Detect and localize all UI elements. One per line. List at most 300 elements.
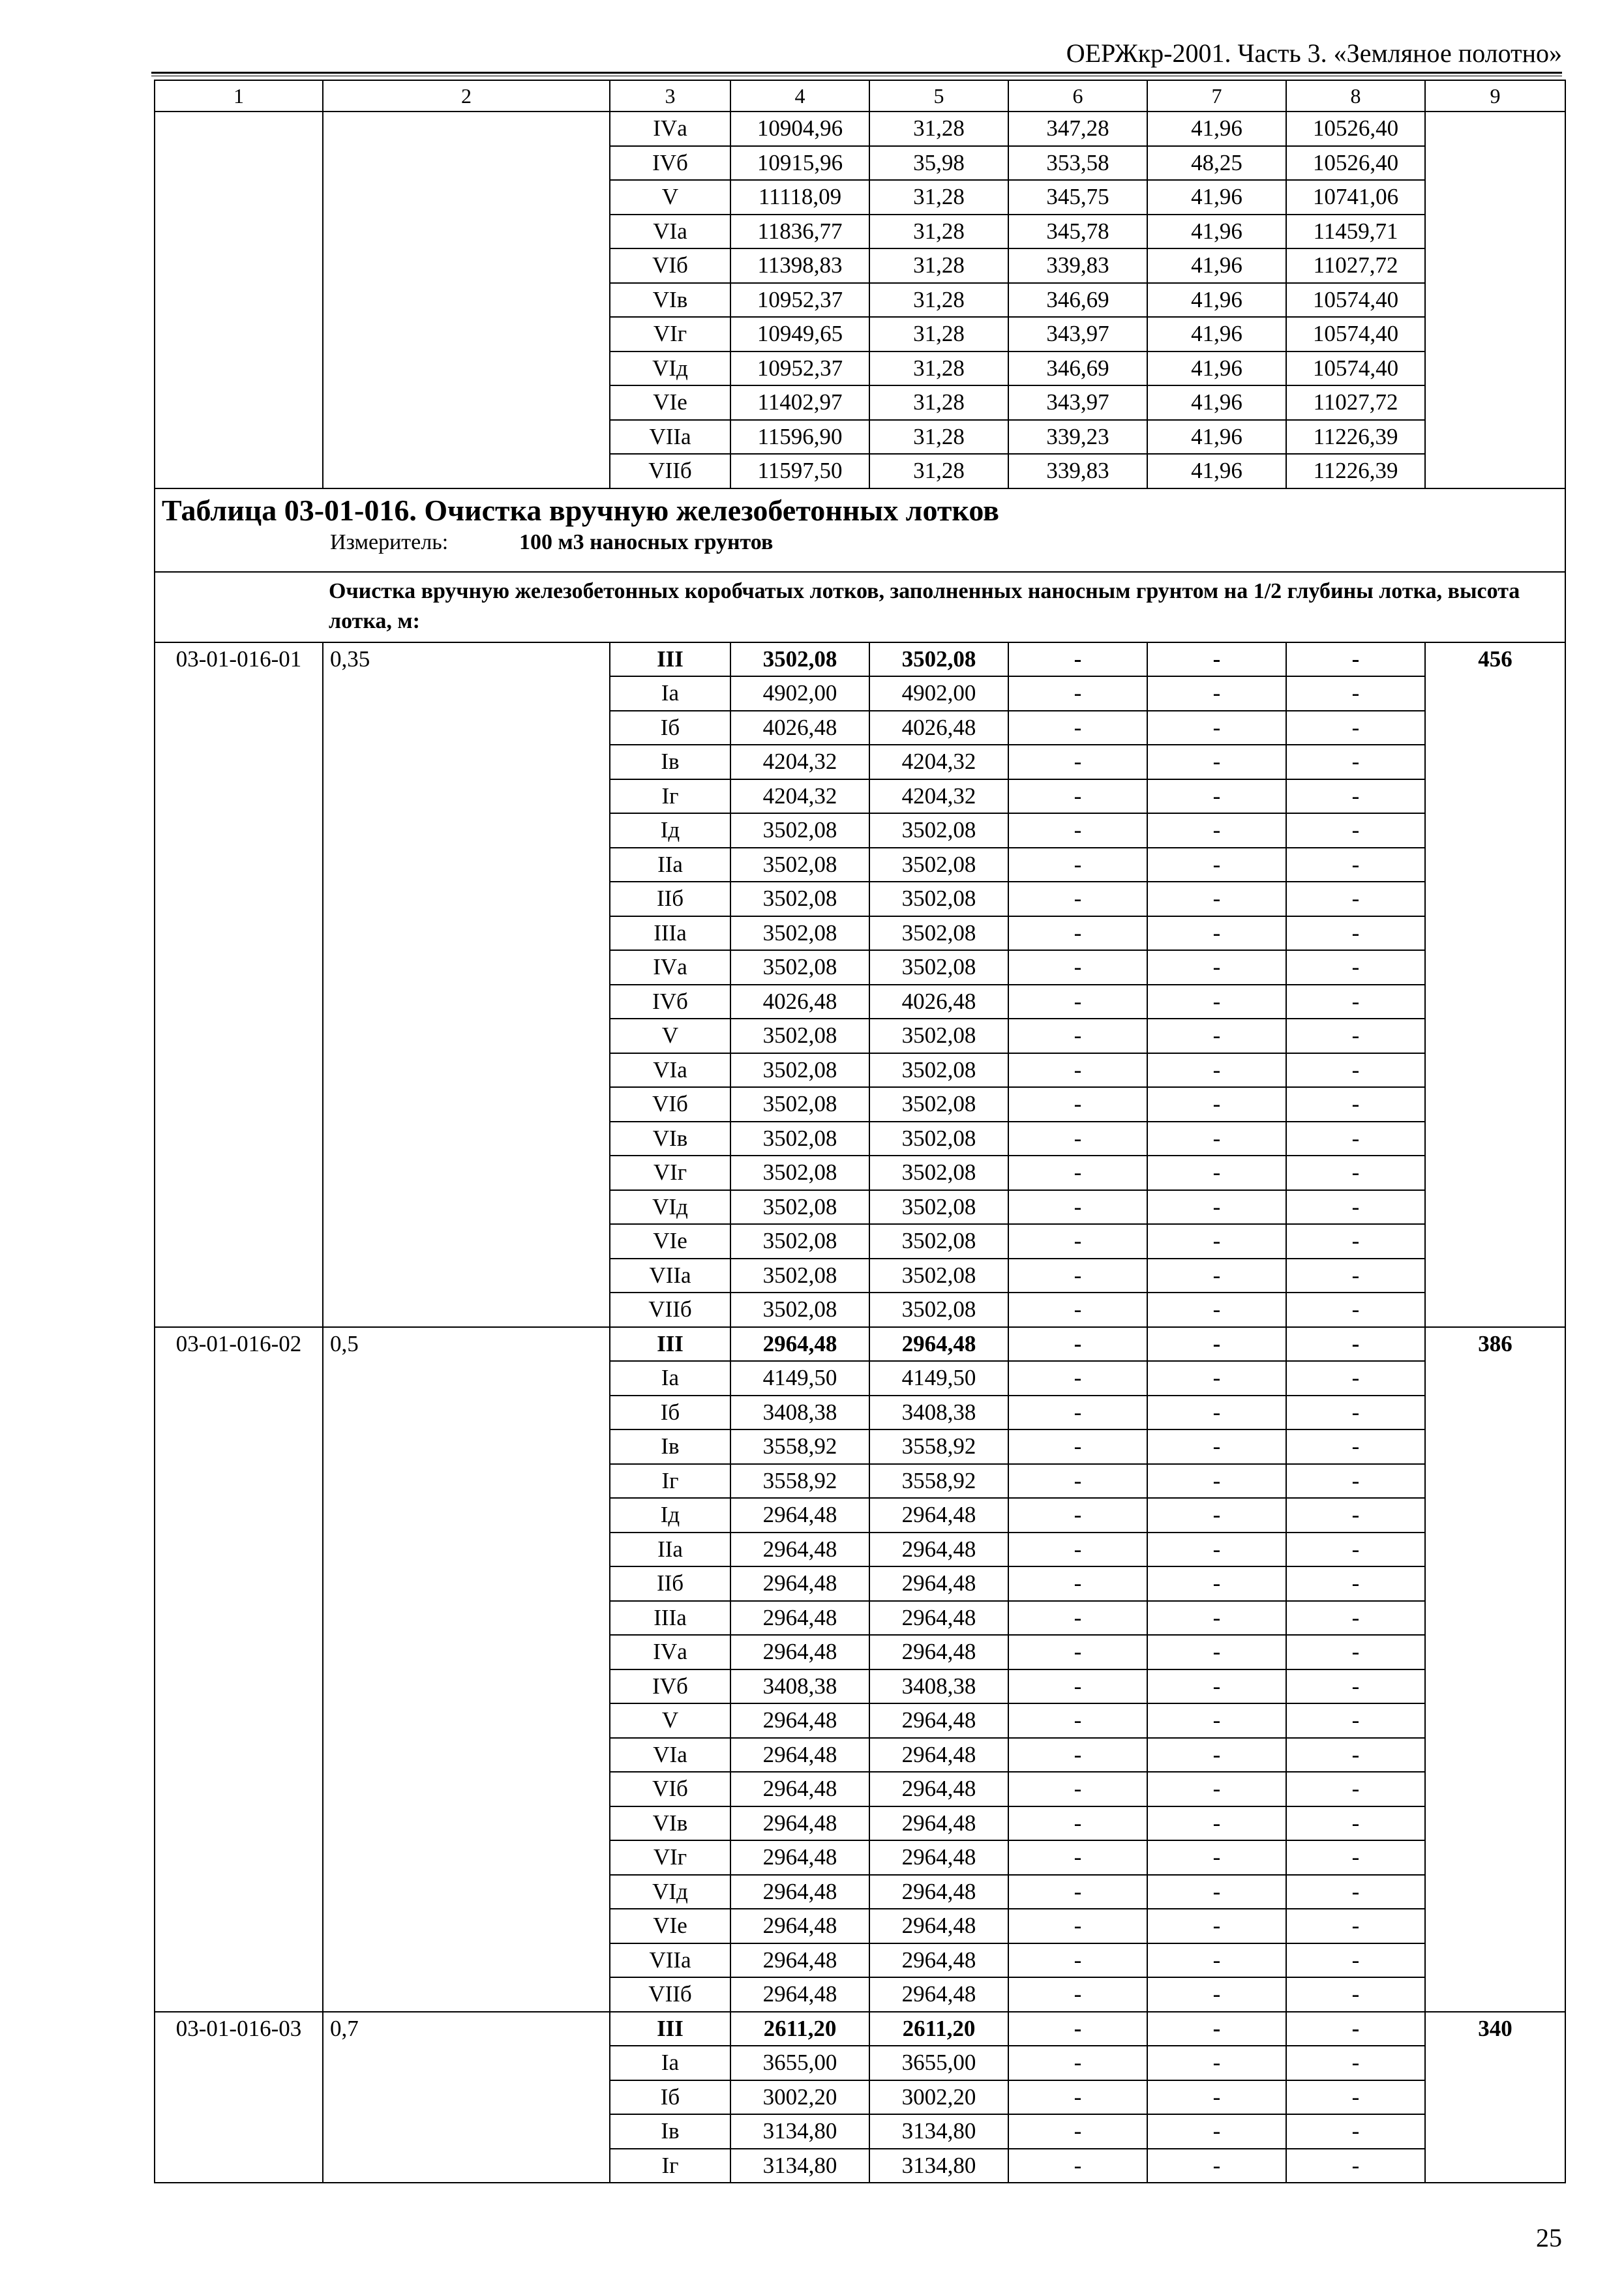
table-cell: -	[1147, 1361, 1286, 1396]
table-cell: -	[1147, 1566, 1286, 1601]
table-cell: 3502,08	[869, 1053, 1008, 1088]
table-cell: 2964,48	[730, 1601, 869, 1636]
labor-value: 386	[1425, 1327, 1565, 2012]
table-cell: 3502,08	[730, 1224, 869, 1259]
table-cell: VIIа	[610, 420, 730, 455]
table-cell: -	[1147, 916, 1286, 951]
table-cell: 4204,32	[869, 779, 1008, 814]
table-cell: VIIб	[610, 1293, 730, 1327]
table-cell: -	[1286, 1464, 1425, 1499]
table-cell: 2964,48	[730, 1738, 869, 1773]
table-cell: 343,97	[1008, 385, 1147, 420]
table-cell: 2964,48	[730, 1977, 869, 2012]
table-cell: 3502,08	[869, 1122, 1008, 1156]
table-cell: 10952,37	[730, 352, 869, 386]
table-cell: VIа	[610, 1053, 730, 1088]
table-cell: -	[1147, 2080, 1286, 2115]
table-cell: 11027,72	[1286, 385, 1425, 420]
table-cell: 4902,00	[730, 676, 869, 711]
table-cell: 10574,40	[1286, 283, 1425, 318]
table-cell: 2964,48	[730, 1327, 869, 1362]
table-cell: 11596,90	[730, 420, 869, 455]
table-cell: 11226,39	[1286, 420, 1425, 455]
table-cell: 10952,37	[730, 283, 869, 318]
table-cell: -	[1286, 1840, 1425, 1875]
table-cell: 41,96	[1147, 385, 1286, 420]
table-cell: 3502,08	[869, 1293, 1008, 1327]
table-cell: VIг	[610, 1156, 730, 1190]
table-cell: 3502,08	[730, 882, 869, 916]
table-cell: Iб	[610, 1396, 730, 1430]
empty-param-cell	[323, 112, 610, 488]
table-cell: 3502,08	[730, 1087, 869, 1122]
table-cell: VIб	[610, 1087, 730, 1122]
table-cell: -	[1286, 1361, 1425, 1396]
table-cell: 3502,08	[869, 813, 1008, 848]
table-cell: -	[1008, 1156, 1147, 1190]
table-cell: 2964,48	[869, 1533, 1008, 1567]
table-cell: 31,28	[869, 215, 1008, 249]
table-cell: 41,96	[1147, 352, 1286, 386]
table-cell: -	[1147, 1122, 1286, 1156]
table-cell: -	[1008, 916, 1147, 951]
table-cell: 4026,48	[869, 711, 1008, 745]
table-title-cell	[155, 488, 1565, 572]
table-cell: V	[610, 1019, 730, 1053]
table-cell: 2964,48	[730, 1806, 869, 1841]
table-cell: -	[1286, 1396, 1425, 1430]
table-cell: -	[1008, 1019, 1147, 1053]
table-cell: -	[1008, 1259, 1147, 1293]
table-cell: -	[1008, 1533, 1147, 1567]
table-cell: 3502,08	[869, 1019, 1008, 1053]
table-cell: VIе	[610, 385, 730, 420]
table-cell: -	[1286, 2046, 1425, 2080]
table-cell: Iв	[610, 2114, 730, 2149]
table-cell: VIе	[610, 1909, 730, 1943]
table-cell: -	[1008, 1703, 1147, 1738]
table-cell: 31,28	[869, 385, 1008, 420]
table-cell: VIа	[610, 1738, 730, 1773]
table-cell: -	[1008, 1224, 1147, 1259]
table-cell: -	[1008, 711, 1147, 745]
table-cell: 345,78	[1008, 215, 1147, 249]
table-cell: -	[1008, 950, 1147, 985]
table-cell: -	[1147, 1772, 1286, 1806]
table-cell: VIIа	[610, 1943, 730, 1978]
table-cell: 4149,50	[730, 1361, 869, 1396]
table-cell: 3134,80	[869, 2114, 1008, 2149]
table-cell: -	[1008, 1566, 1147, 1601]
table-cell: -	[1008, 1977, 1147, 2012]
table-cell: -	[1147, 1943, 1286, 1978]
table-cell: -	[1286, 1875, 1425, 1909]
column-number: 4	[730, 80, 869, 112]
rates-table	[154, 80, 1566, 2183]
table-cell: 2964,48	[730, 1909, 869, 1943]
table-cell: -	[1147, 1909, 1286, 1943]
table-cell: Iг	[610, 779, 730, 814]
table-cell: VIв	[610, 283, 730, 318]
table-cell: -	[1286, 1019, 1425, 1053]
table-cell: 2964,48	[730, 1840, 869, 1875]
table-cell: 3502,08	[869, 1224, 1008, 1259]
table-cell: -	[1008, 1669, 1147, 1704]
table-cell: 3655,00	[869, 2046, 1008, 2080]
table-cell: -	[1008, 985, 1147, 1019]
table-cell: -	[1286, 985, 1425, 1019]
table-cell: -	[1286, 1190, 1425, 1225]
table-cell: -	[1286, 1977, 1425, 2012]
table-cell: -	[1147, 2149, 1286, 2183]
table-cell: Iв	[610, 745, 730, 779]
table-cell: 31,28	[869, 248, 1008, 283]
table-cell: IVб	[610, 1669, 730, 1704]
table-cell: -	[1008, 2149, 1147, 2183]
column-number: 1	[155, 80, 323, 112]
table-cell: 11402,97	[730, 385, 869, 420]
table-cell: -	[1008, 1738, 1147, 1773]
table-cell: VIе	[610, 1224, 730, 1259]
table-cell: 2964,48	[730, 1498, 869, 1533]
table-cell: 3002,20	[730, 2080, 869, 2115]
table-cell: -	[1147, 1498, 1286, 1533]
table-cell: -	[1286, 1259, 1425, 1293]
table-cell: 2964,48	[730, 1875, 869, 1909]
table-cell: -	[1147, 985, 1286, 1019]
column-number: 6	[1008, 80, 1147, 112]
table-cell: -	[1286, 813, 1425, 848]
table-cell: 41,96	[1147, 420, 1286, 455]
empty-code-cell	[155, 112, 323, 488]
table-cell: -	[1008, 1293, 1147, 1327]
table-cell: -	[1147, 1669, 1286, 1704]
table-cell: 3502,08	[869, 1190, 1008, 1225]
table-cell: 3502,08	[730, 950, 869, 985]
table-cell: Iа	[610, 676, 730, 711]
empty-col9-cell	[1425, 112, 1565, 488]
table-cell: -	[1286, 642, 1425, 677]
table-cell: VIв	[610, 1122, 730, 1156]
table-cell: -	[1147, 1738, 1286, 1773]
table-cell: 3134,80	[730, 2114, 869, 2149]
table-cell: 31,28	[869, 112, 1008, 146]
table-cell: -	[1286, 779, 1425, 814]
table-cell: 2964,48	[869, 1840, 1008, 1875]
table-cell: 3408,38	[730, 1669, 869, 1704]
table-cell: IIIа	[610, 916, 730, 951]
table-cell: 31,28	[869, 420, 1008, 455]
table-cell: III	[610, 642, 730, 677]
table-cell: -	[1286, 1806, 1425, 1841]
table-cell: 4204,32	[730, 779, 869, 814]
table-cell: III	[610, 1327, 730, 1362]
table-cell: 3558,92	[730, 1429, 869, 1464]
table-cell: -	[1008, 1601, 1147, 1636]
table-cell: 11597,50	[730, 454, 869, 488]
table-cell: VIIб	[610, 454, 730, 488]
table-cell: 3408,38	[869, 1669, 1008, 1704]
table-cell: 339,23	[1008, 420, 1147, 455]
table-cell: -	[1008, 642, 1147, 677]
table-cell: -	[1008, 1053, 1147, 1088]
table-cell: -	[1147, 1156, 1286, 1190]
table-cell: 11459,71	[1286, 215, 1425, 249]
table-cell: 4902,00	[869, 676, 1008, 711]
table-cell: -	[1286, 1087, 1425, 1122]
table-cell: IVа	[610, 950, 730, 985]
table-cell: -	[1286, 1909, 1425, 1943]
table-cell: 2964,48	[869, 1601, 1008, 1636]
table-cell: -	[1008, 1772, 1147, 1806]
table-body	[155, 80, 1565, 2183]
table-description: Очистка вручную железобетонных коробчатых лотков, заполненных наносным грунтом на 1/2 глубины лотка, высота лотка, м:	[155, 572, 1565, 642]
table-cell: 3502,08	[730, 1293, 869, 1327]
table-cell: III	[610, 2012, 730, 2046]
table-cell: -	[1286, 1703, 1425, 1738]
table-cell: -	[1008, 676, 1147, 711]
table-cell: Iа	[610, 1361, 730, 1396]
table-cell: -	[1147, 1703, 1286, 1738]
table-cell: 3502,08	[730, 813, 869, 848]
table-cell: -	[1147, 745, 1286, 779]
table-cell: Iг	[610, 2149, 730, 2183]
table-cell: -	[1147, 1293, 1286, 1327]
table-cell: -	[1286, 1053, 1425, 1088]
column-number-row	[155, 80, 1565, 112]
description-row	[155, 572, 1565, 642]
table-cell: 11398,83	[730, 248, 869, 283]
table-cell: -	[1147, 1429, 1286, 1464]
table-cell: VIд	[610, 352, 730, 386]
table-cell: -	[1008, 2114, 1147, 2149]
table-cell: -	[1147, 2114, 1286, 2149]
table-cell: -	[1286, 1293, 1425, 1327]
table-cell: VIг	[610, 1840, 730, 1875]
table-cell: 2964,48	[869, 1806, 1008, 1841]
table-cell: 2964,48	[730, 1566, 869, 1601]
table-cell: IIа	[610, 848, 730, 882]
table-cell: -	[1286, 1498, 1425, 1533]
table-cell: -	[1286, 1156, 1425, 1190]
table-cell: VIIа	[610, 1259, 730, 1293]
table-cell: Iд	[610, 813, 730, 848]
table-cell: 3502,08	[869, 1156, 1008, 1190]
column-number: 7	[1147, 80, 1286, 112]
running-header: ОЕРЖкр-2001. Часть 3. «Земляное полотно»	[1066, 38, 1562, 68]
table-cell: -	[1008, 779, 1147, 814]
table-cell: -	[1286, 1327, 1425, 1362]
table-cell: -	[1008, 848, 1147, 882]
table-cell: -	[1286, 916, 1425, 951]
table-cell: 3502,08	[869, 1259, 1008, 1293]
table-cell: 3502,08	[869, 916, 1008, 951]
table-cell: 347,28	[1008, 112, 1147, 146]
table-cell: -	[1286, 676, 1425, 711]
table-cell: -	[1147, 1840, 1286, 1875]
table-cell: 3134,80	[869, 2149, 1008, 2183]
table-cell: 4026,48	[869, 985, 1008, 1019]
table-cell: 10915,96	[730, 146, 869, 181]
table-cell: -	[1147, 2046, 1286, 2080]
table-cell: 3502,08	[730, 1259, 869, 1293]
table-cell: Iб	[610, 2080, 730, 2115]
table-cell: 3502,08	[869, 1087, 1008, 1122]
table-cell: 346,69	[1008, 283, 1147, 318]
table-cell: -	[1147, 1464, 1286, 1499]
table-cell: IIа	[610, 1533, 730, 1567]
table-cell: 3134,80	[730, 2149, 869, 2183]
table-row	[155, 2012, 1565, 2046]
table-cell: -	[1147, 1601, 1286, 1636]
table-cell: 41,96	[1147, 283, 1286, 318]
table-cell: -	[1286, 1601, 1425, 1636]
column-number: 5	[869, 80, 1008, 112]
table-cell: VIб	[610, 1772, 730, 1806]
table-cell: IVа	[610, 112, 730, 146]
table-cell: 2964,48	[869, 1977, 1008, 2012]
table-cell: 3502,08	[730, 1156, 869, 1190]
table-cell: -	[1008, 1943, 1147, 1978]
table-cell: -	[1147, 1396, 1286, 1430]
table-cell: -	[1286, 711, 1425, 745]
table-cell: 3502,08	[730, 642, 869, 677]
table-cell: VIа	[610, 215, 730, 249]
table-cell: 3502,08	[730, 1190, 869, 1225]
table-cell: Iа	[610, 2046, 730, 2080]
table-cell: 3558,92	[869, 1429, 1008, 1464]
table-cell: -	[1147, 676, 1286, 711]
table-cell: -	[1147, 848, 1286, 882]
table-cell: 3502,08	[869, 848, 1008, 882]
table-cell: -	[1008, 1122, 1147, 1156]
table-cell: 41,96	[1147, 112, 1286, 146]
table-cell: -	[1008, 882, 1147, 916]
table-cell: 2611,20	[730, 2012, 869, 2046]
table-cell: 41,96	[1147, 248, 1286, 283]
table-cell: 2964,48	[869, 1943, 1008, 1978]
table-cell: V	[610, 1703, 730, 1738]
table-cell: -	[1286, 2114, 1425, 2149]
table-cell: -	[1008, 1635, 1147, 1669]
table-cell: IVб	[610, 146, 730, 181]
table-cell: -	[1286, 1122, 1425, 1156]
table-cell: 3558,92	[869, 1464, 1008, 1499]
table-cell: 10526,40	[1286, 146, 1425, 181]
table-cell: -	[1147, 1635, 1286, 1669]
table-cell: -	[1147, 813, 1286, 848]
table-cell: -	[1147, 642, 1286, 677]
table-cell: V	[610, 180, 730, 215]
table-cell: -	[1008, 1909, 1147, 1943]
table-cell: Iд	[610, 1498, 730, 1533]
table-cell: 10574,40	[1286, 352, 1425, 386]
table-cell: 3502,08	[730, 1122, 869, 1156]
table-cell: -	[1147, 2012, 1286, 2046]
table-cell: -	[1147, 1977, 1286, 2012]
table-cell: 10574,40	[1286, 317, 1425, 352]
table-title-row	[155, 488, 1565, 572]
unit-value: 100 м3 наносных грунтов	[519, 530, 774, 554]
table-cell: VIг	[610, 317, 730, 352]
table-cell: -	[1286, 1533, 1425, 1567]
table-cell: 3502,08	[730, 848, 869, 882]
table-cell: -	[1147, 1875, 1286, 1909]
table-cell: 339,83	[1008, 454, 1147, 488]
table-cell: -	[1008, 1396, 1147, 1430]
table-cell: 2611,20	[869, 2012, 1008, 2046]
table-cell: -	[1008, 1498, 1147, 1533]
table-cell: 2964,48	[730, 1772, 869, 1806]
rate-code: 03-01-016-03	[155, 2012, 323, 2183]
table-cell: -	[1147, 1087, 1286, 1122]
table-cell: VIб	[610, 248, 730, 283]
table-cell: 31,28	[869, 180, 1008, 215]
table-cell: -	[1147, 779, 1286, 814]
table-cell: Iг	[610, 1464, 730, 1499]
table-row	[155, 112, 1565, 146]
table-cell: 10741,06	[1286, 180, 1425, 215]
table-cell: IIб	[610, 1566, 730, 1601]
table-cell: -	[1147, 711, 1286, 745]
table-cell: -	[1286, 1943, 1425, 1978]
table-cell: 4204,32	[730, 745, 869, 779]
table-cell: 353,58	[1008, 146, 1147, 181]
rate-parameter: 0,7	[323, 2012, 610, 2183]
table-cell: 3502,08	[869, 642, 1008, 677]
rate-code: 03-01-016-02	[155, 1327, 323, 2012]
table-cell: 3502,08	[730, 916, 869, 951]
table-cell: -	[1008, 1327, 1147, 1362]
column-number: 9	[1425, 80, 1565, 112]
table-cell: 2964,48	[730, 1943, 869, 1978]
table-cell: 3655,00	[730, 2046, 869, 2080]
table-cell: -	[1008, 2080, 1147, 2115]
table-cell: 10526,40	[1286, 112, 1425, 146]
table-cell: -	[1286, 1566, 1425, 1601]
table-cell: -	[1286, 2080, 1425, 2115]
table-cell: -	[1008, 2012, 1147, 2046]
table-cell: 35,98	[869, 146, 1008, 181]
table-cell: -	[1008, 1087, 1147, 1122]
table-cell: 2964,48	[869, 1875, 1008, 1909]
table-cell: 346,69	[1008, 352, 1147, 386]
page-number: 25	[1536, 2223, 1562, 2252]
table-cell: 345,75	[1008, 180, 1147, 215]
table-cell: 3408,38	[730, 1396, 869, 1430]
table-cell: -	[1008, 1429, 1147, 1464]
table-cell: -	[1147, 1533, 1286, 1567]
table-cell: VIд	[610, 1875, 730, 1909]
table-cell: 3558,92	[730, 1464, 869, 1499]
table-cell: 2964,48	[869, 1498, 1008, 1533]
table-cell: 31,28	[869, 317, 1008, 352]
table-cell: 10949,65	[730, 317, 869, 352]
table-cell: 2964,48	[869, 1738, 1008, 1773]
table-cell: 4026,48	[730, 711, 869, 745]
table-cell: 2964,48	[869, 1566, 1008, 1601]
table-cell: 10904,96	[730, 112, 869, 146]
rate-parameter: 0,5	[323, 1327, 610, 2012]
table-cell: 11118,09	[730, 180, 869, 215]
table-row	[155, 642, 1565, 677]
table-cell: -	[1147, 1190, 1286, 1225]
table-cell: -	[1008, 813, 1147, 848]
table-cell: 41,96	[1147, 180, 1286, 215]
table-cell: -	[1008, 1875, 1147, 1909]
table-cell: 2964,48	[730, 1635, 869, 1669]
table-cell: -	[1147, 1259, 1286, 1293]
